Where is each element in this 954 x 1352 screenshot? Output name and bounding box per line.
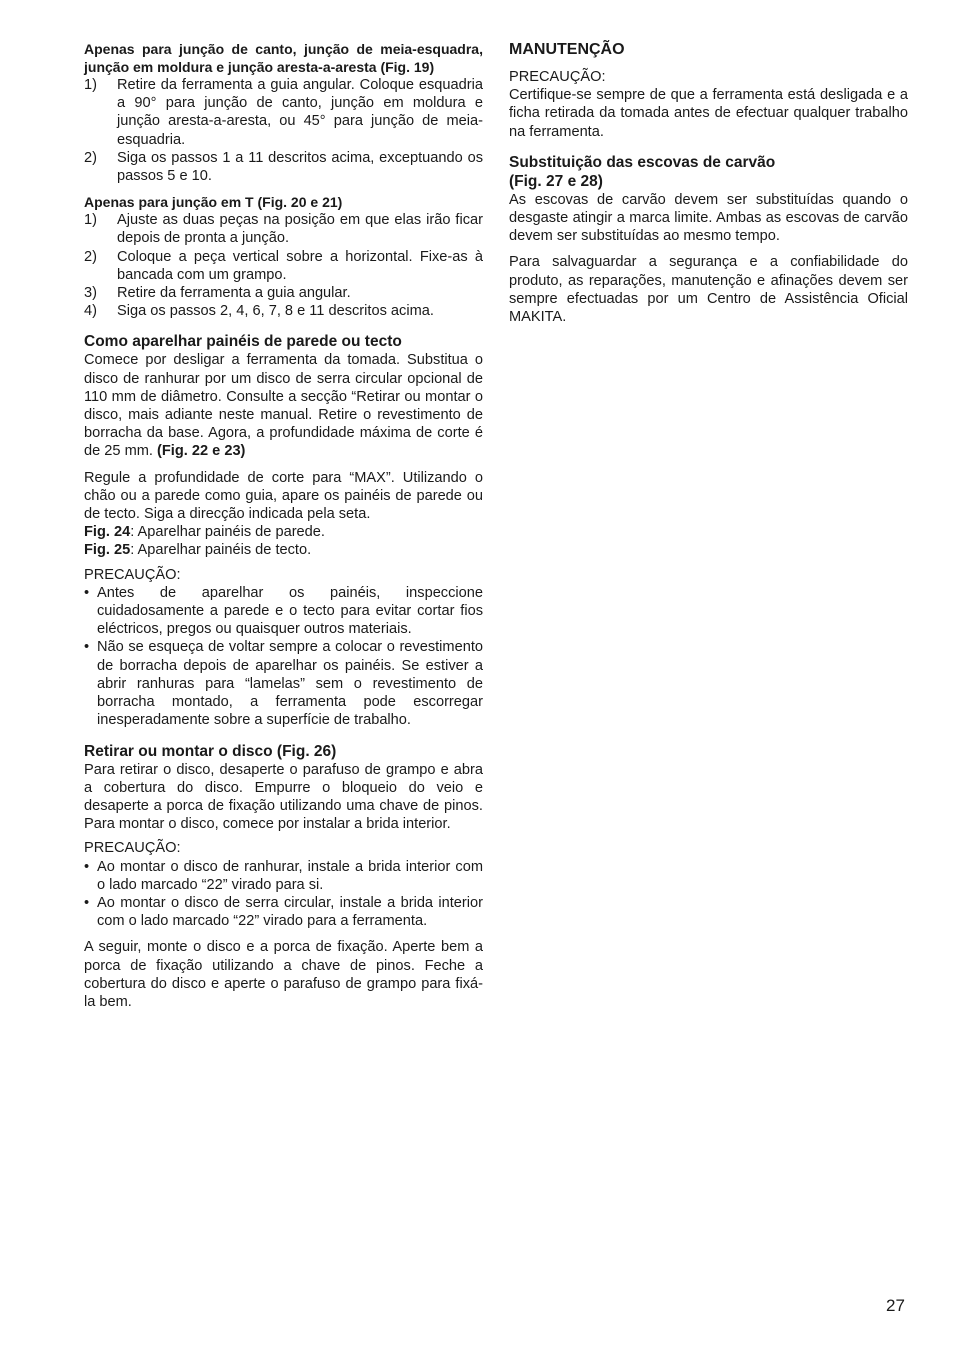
step-number: 1) (84, 77, 97, 93)
caution-label: PRECAUÇÃO: (84, 566, 181, 583)
list-item (84, 638, 483, 729)
paragraph (84, 351, 483, 460)
step-number: 3) (84, 285, 97, 302)
caution-bullets (84, 858, 483, 931)
figure-label: Fig. 25 (84, 542, 131, 559)
list-item (84, 858, 483, 894)
figure-caption-text: : Aparelhar painéis de parede. (130, 524, 325, 541)
figure-caption (84, 523, 483, 541)
section-heading-remove-disc: Retirar ou montar o disco (Fig. 26) (84, 742, 337, 760)
section-heading-corner-joints: Apenas para junção de canto, junção de meia-esquadra, junção em moldura e junção aresta-a-aresta (Fig. 19) (84, 41, 483, 75)
steps-list-corner-joints (84, 76, 483, 185)
step-text: Siga os passos 2, 4, 6, 7, 8 e 11 descritos acima. (117, 303, 434, 320)
step-text: Coloque a peça vertical sobre a horizontal. Fixe-as à bancada com um grampo. (117, 248, 483, 283)
heading-line: (Fig. 27 e 28) (509, 172, 603, 190)
step-number: 2) (84, 248, 97, 265)
bullet-icon: • (84, 894, 90, 911)
bullet-icon: • (84, 584, 90, 601)
bullet-text: Ao montar o disco de serra circular, instale a brida interior com o lado marcado “22” virado para a ferramenta. (97, 894, 483, 930)
bullet-icon: • (84, 639, 90, 656)
paragraph-text: Comece por desligar a ferramenta da tomada. Substitua o disco de ranhurar por um disco de serra circular opcional de 110 mm de diâmetro. Consulte a secção “Retirar ou montar o disco, mais adiante neste manual. Retire o revestimento de borracha da base. Agora, a profundidade máxima de corte é de 25 mm. (84, 352, 483, 460)
figure-caption-text: : Aparelhar painéis de tecto. (130, 542, 312, 559)
bullet-text: Antes de aparelhar os painéis, inspeccione cuidadosamente a parede e o tecto para evitar cortar fios eléctricos, pregos ou quaisquer outros materiais. (97, 584, 483, 638)
heading-line: Substituição das escovas de carvão (509, 153, 776, 171)
list-item (84, 302, 483, 320)
list-item (84, 76, 483, 149)
caution-label: PRECAUÇÃO: (84, 840, 181, 857)
step-text: Ajuste as duas peças na posição em que elas irão ficar depois de pronta a junção. (117, 212, 483, 247)
step-number: 1) (84, 212, 97, 229)
step-text: Retire da ferramenta a guia angular. Coloque esquadria a 90° para junção de canto, junção em moldura e junção aresta-a-aresta, ou 45° para junção de meia-esquadria. (117, 77, 483, 148)
list-item (84, 894, 483, 930)
section-heading-wall-panels: Como aparelhar painéis de parede ou tecto (84, 333, 402, 351)
paragraph: As escovas de carvão devem ser substituídas quando o desgaste atingir a marca limite. Ambas as escovas de carvão devem ser substituídas ao mesmo tempo. (509, 191, 908, 245)
paragraph: Para retirar o disco, desaperte o parafuso de grampo e abra a cobertura do disco. Empurre o bloqueio do veio e desaperte a porca de fixação utilizando uma chave de pinos. Para montar o disco, comece por instalar a brida interior. (84, 761, 483, 833)
bullet-text: Ao montar o disco de ranhurar, instale a brida interior com o lado marcado “22” virado para si. (97, 858, 483, 893)
paragraph: Certifique-se sempre de que a ferramenta está desligada e a ficha retirada da tomada antes de efectuar qualquer trabalho na ferramenta. (509, 87, 908, 140)
figure-label: Fig. 24 (84, 524, 131, 541)
section-heading-carbon-brushes (509, 153, 908, 191)
caution-bullets (84, 584, 483, 730)
step-number: 4) (84, 303, 97, 320)
page-number: 27 (886, 1296, 905, 1315)
left-column (84, 40, 483, 1011)
list-item (84, 211, 483, 247)
list-item (84, 284, 483, 302)
paragraph: A seguir, monte o disco e a porca de fixação. Aperte bem a porca de fixação utilizando a chave de pinos. Feche a cobertura do disco e aperte o parafuso de grampo para fixá-la bem. (84, 939, 483, 1010)
paragraph: Regule a profundidade de corte para “MAX”. Utilizando o chão ou a parede como guia, apare os painéis de parede ou de tecto. Siga a direcção indicada pela seta. (84, 469, 483, 523)
right-column (509, 40, 908, 326)
section-heading-maintenance: MANUTENÇÃO (509, 41, 625, 58)
step-text: Siga os passos 1 a 11 descritos acima, exceptuando os passos 5 e 10. (117, 149, 483, 185)
figure-caption (84, 541, 483, 559)
bullet-icon: • (84, 858, 90, 875)
list-item (84, 584, 483, 639)
caution-label: PRECAUÇÃO: (509, 69, 606, 85)
figure-reference: (Fig. 22 e 23) (157, 443, 246, 460)
step-number: 2) (84, 149, 97, 166)
step-text: Retire da ferramenta a guia angular. (117, 285, 351, 302)
section-heading-t-joint: Apenas para junção em T (Fig. 20 e 21) (84, 194, 343, 211)
bullet-text: Não se esqueça de voltar sempre a colocar o revestimento de borracha depois de aparelhar os painéis. Se estiver a abrir ranhuras para “lamelas” sem o revestimento de borracha montado, a ferramenta pode escorregar inesperadamente sobre a superfície de trabalho. (97, 639, 483, 729)
list-item (84, 149, 483, 185)
steps-list-t-joint (84, 211, 483, 320)
paragraph: Para salvaguardar a segurança e a confiabilidade do produto, as reparações, manutenção e afinações devem ser sempre efectuadas por um Centro de Assistência Oficial MAKITA. (509, 254, 908, 326)
list-item (84, 248, 483, 284)
